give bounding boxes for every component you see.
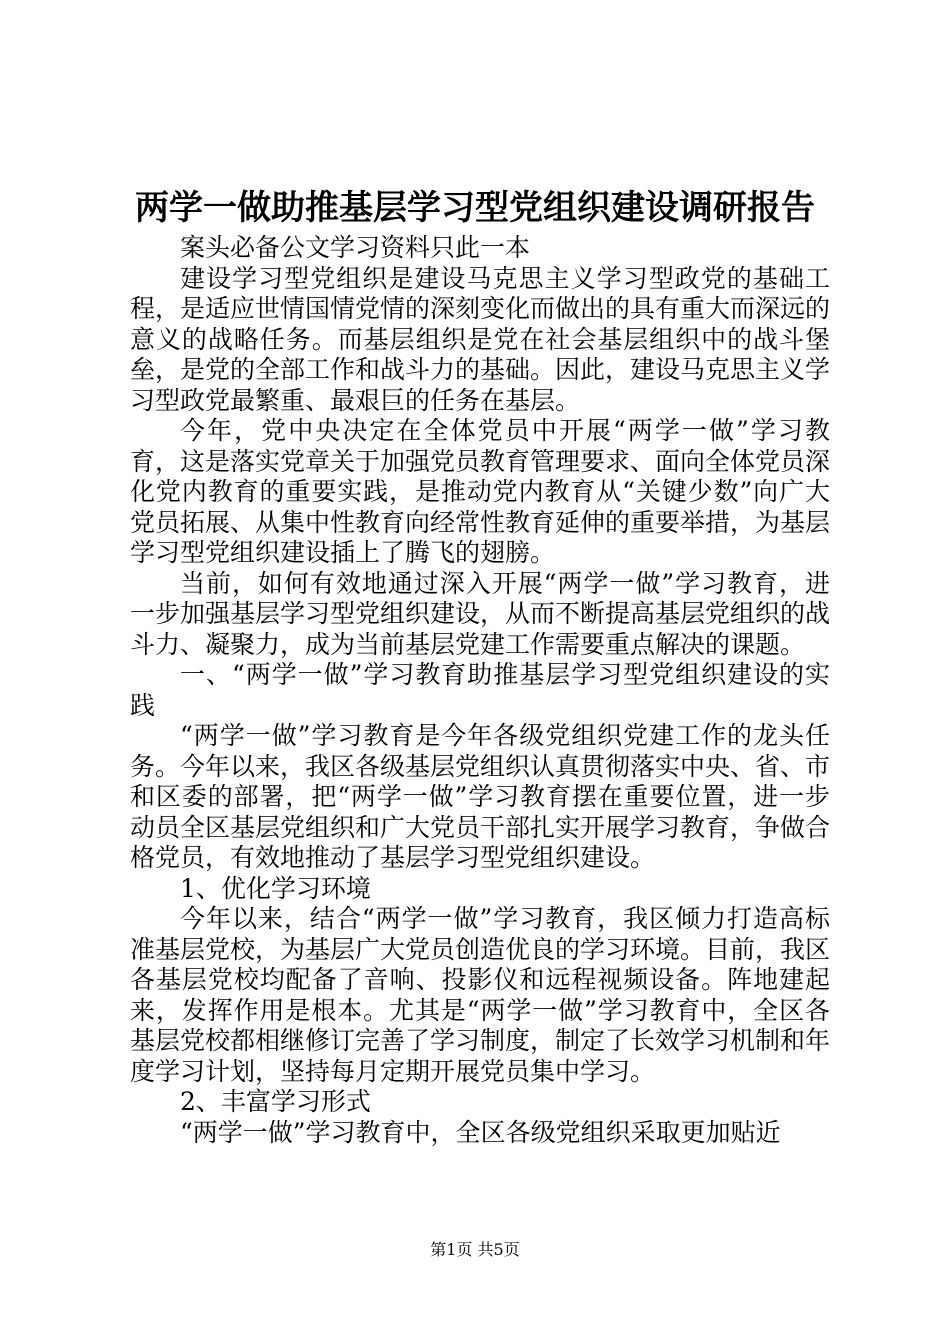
document-title: 两学一做助推基层学习型党组织建设调研报告	[135, 188, 815, 228]
paragraph: “两学一做”学习教育是今年各级党组织党建工作的龙头任务。今年以来，我区各级基层党组织认真贯彻落实中央、省、市和区委的部署，把“两学一做”学习教育摆在重要位置，进一步动员全区基层党组织和广大党员干部扎实开展学习教育，争做合格党员，有效地推动了基层学习型党组织建设。	[130, 721, 831, 872]
paragraph: “两学一做”学习教育中，全区各级党组织采取更加贴近	[180, 1117, 781, 1147]
subsection-heading: 1、优化学习环境	[180, 873, 371, 903]
paragraph: 建设学习型党组织是建设马克思主义学习型政党的基础工程，是适应世情国情党情的深刻变化而做出的具有重大而深远的意义的战略任务。而基层组织是党在社会基层组织中的战斗堡垒，是党的全部工作和战斗力的基础。因此，建设马克思主义学习型政党最繁重、最艰巨的任务在基层。	[130, 263, 831, 415]
subsection-heading: 2、丰富学习形式	[180, 1087, 371, 1116]
paragraph: 当前，如何有效地通过深入开展“两学一做”学习教育，进一步加强基层学习型党组织建设，从而不断提高基层党组织的战斗力、凝聚力，成为当前基层党建工作需要重点解决的课题。	[130, 568, 831, 659]
paragraph: 今年以来，结合“两学一做”学习教育，我区倾力打造高标准基层党校，为基层广大党员创造优良的学习环境。目前，我区各基层党校均配备了音响、投影仪和远程视频设备。阵地建起来，发挥作用是根本。尤其是“两学一做”学习教育中，全区各基层党校都相继修订完善了学习制度，制定了长效学习机制和年度学习计划，坚持每月定期开展党员集中学习。	[130, 904, 831, 1086]
section-heading: 一、“两学一做”学习教育助推基层学习型党组织建设的实践	[130, 660, 830, 720]
document-subtitle: 案头必备公文学习资料只此一本	[180, 233, 531, 262]
paragraph: 今年，党中央决定在全体党员中开展“两学一做”学习教育，这是落实党章关于加强党员教育管理要求、面向全体党员深化党内教育的重要实践，是推动党内教育从“关键少数”向广大党员拓展、从集中性教育向经常性教育延伸的重要举措，为基层学习型党组织建设插上了腾飞的翅膀。	[130, 416, 831, 567]
document-body	[130, 233, 830, 1148]
page-number-footer: 第1页 共5页	[430, 1240, 520, 1259]
